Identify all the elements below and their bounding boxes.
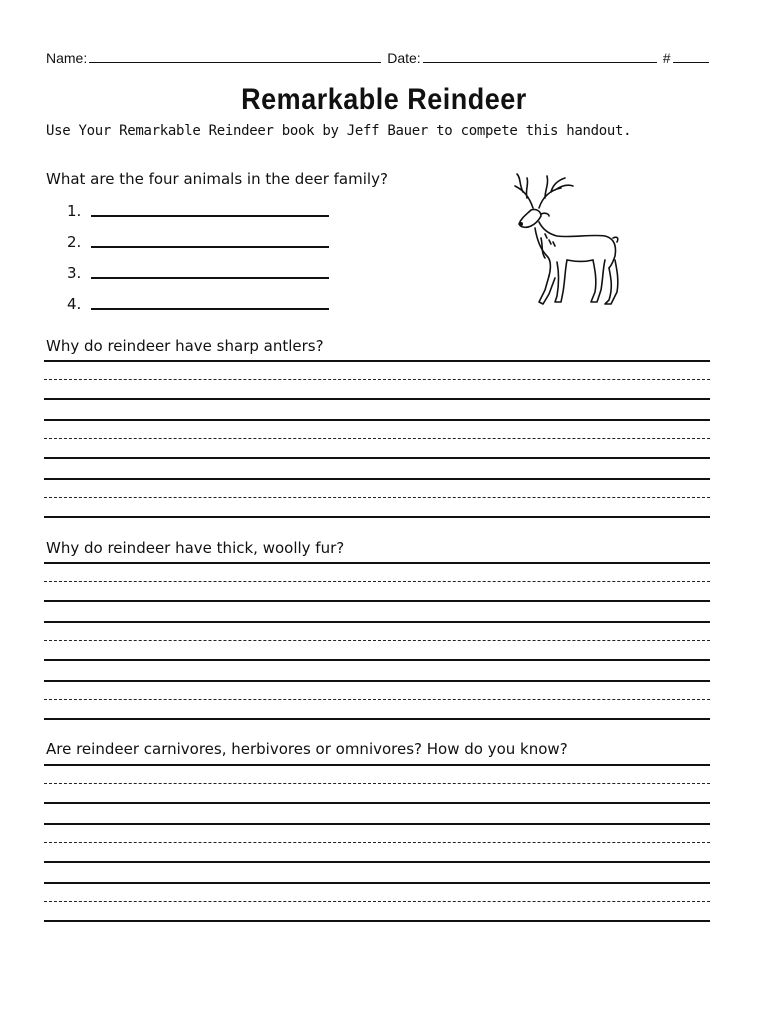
list-number: 4. bbox=[67, 295, 82, 313]
question-3: Why do reindeer have thick, woolly fur? bbox=[46, 539, 345, 557]
writing-line-dashed[interactable] bbox=[44, 497, 710, 498]
writing-line-solid[interactable] bbox=[44, 621, 710, 623]
writing-line-solid[interactable] bbox=[44, 516, 710, 518]
writing-line-dashed[interactable] bbox=[44, 783, 710, 784]
name-field[interactable] bbox=[89, 46, 381, 63]
writing-line-solid[interactable] bbox=[44, 600, 710, 602]
question-1: What are the four animals in the deer family? bbox=[46, 170, 388, 188]
writing-line-solid[interactable] bbox=[44, 718, 710, 720]
answer-line[interactable] bbox=[91, 201, 329, 217]
list-item[interactable] bbox=[67, 260, 329, 282]
reindeer-icon bbox=[505, 168, 625, 308]
writing-line-dashed[interactable] bbox=[44, 379, 710, 380]
writing-line-solid[interactable] bbox=[44, 419, 710, 421]
page-title: Remarkable Reindeer bbox=[241, 82, 527, 116]
writing-line-dashed[interactable] bbox=[44, 842, 710, 843]
header bbox=[46, 44, 720, 66]
writing-line-solid[interactable] bbox=[44, 802, 710, 804]
list-item[interactable] bbox=[67, 291, 329, 313]
writing-line-solid[interactable] bbox=[44, 861, 710, 863]
list-number: 2. bbox=[67, 233, 82, 251]
list-item[interactable] bbox=[67, 229, 329, 251]
writing-line-solid[interactable] bbox=[44, 562, 710, 564]
answer-line[interactable] bbox=[91, 263, 329, 279]
list-number: 3. bbox=[67, 264, 82, 282]
writing-line-dashed[interactable] bbox=[44, 438, 710, 439]
list-number: 1. bbox=[67, 202, 82, 220]
list-item[interactable] bbox=[67, 198, 329, 220]
name-label: Name: bbox=[46, 50, 88, 66]
writing-line-solid[interactable] bbox=[44, 823, 710, 825]
writing-line-solid[interactable] bbox=[44, 478, 710, 480]
question-4: Are reindeer carnivores, herbivores or omnivores? How do you know? bbox=[46, 740, 568, 758]
answer-line[interactable] bbox=[91, 294, 329, 310]
number-label: # bbox=[662, 50, 671, 66]
writing-line-dashed[interactable] bbox=[44, 901, 710, 902]
writing-line-solid[interactable] bbox=[44, 882, 710, 884]
writing-line-solid[interactable] bbox=[44, 764, 710, 766]
number-field[interactable] bbox=[673, 46, 709, 63]
writing-line-solid[interactable] bbox=[44, 398, 710, 400]
writing-line-solid[interactable] bbox=[44, 360, 710, 362]
question-2: Why do reindeer have sharp antlers? bbox=[46, 337, 324, 355]
writing-line-solid[interactable] bbox=[44, 920, 710, 922]
writing-line-solid[interactable] bbox=[44, 680, 710, 682]
writing-line-dashed[interactable] bbox=[44, 640, 710, 641]
answer-line[interactable] bbox=[91, 232, 329, 248]
date-label: Date: bbox=[387, 50, 421, 66]
writing-line-dashed[interactable] bbox=[44, 699, 710, 700]
writing-line-dashed[interactable] bbox=[44, 581, 710, 582]
date-field[interactable] bbox=[423, 46, 657, 63]
subtitle: Use Your Remarkable Reindeer book by Jeff Bauer to compete this handout. bbox=[46, 123, 632, 139]
writing-line-solid[interactable] bbox=[44, 457, 710, 459]
writing-line-solid[interactable] bbox=[44, 659, 710, 661]
